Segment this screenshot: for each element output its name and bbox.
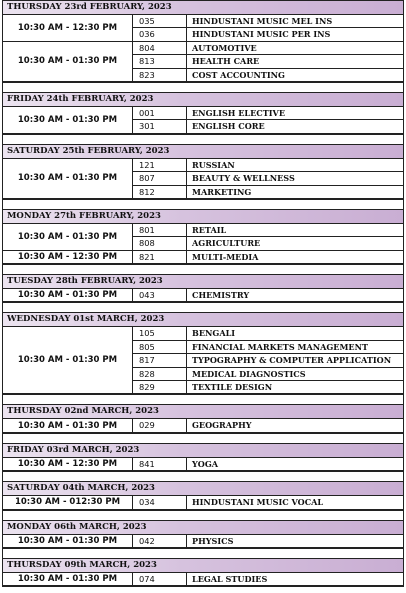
subject-row	[133, 368, 403, 381]
day-block	[2, 559, 404, 587]
subject-code: 801	[133, 224, 187, 236]
day-header: FRIDAY 03rd MARCH, 2023	[3, 444, 403, 458]
subject-row	[133, 120, 403, 132]
subject-name: HINDUSTANI MUSIC PER INS	[192, 29, 331, 40]
exam-time: 10:30 AM - 01:30 PM	[3, 327, 133, 393]
day-header: THURSDAY 23rd FEBRUARY, 2023	[3, 1, 403, 15]
subject-code: 121	[133, 159, 187, 171]
subject-code: 807	[133, 172, 187, 184]
subject-code: 074	[133, 573, 187, 585]
time-slot-group	[3, 251, 403, 264]
exam-time: 10:30 AM - 01:30 PM	[3, 535, 133, 547]
row-divider	[2, 200, 404, 210]
subject-row	[133, 496, 403, 508]
time-slot-group	[3, 159, 403, 199]
subject-name: MEDICAL DIAGNOSTICS	[192, 368, 306, 379]
time-slot-group	[3, 224, 403, 251]
exam-time: 10:30 AM - 01:30 PM	[3, 289, 133, 301]
exam-time: 10:30 AM - 01:30 PM	[3, 419, 133, 431]
day-header: FRIDAY 24th FEBRUARY, 2023	[3, 93, 403, 107]
row-divider	[2, 472, 404, 482]
subject-name: RUSSIAN	[192, 159, 235, 170]
subject-row	[133, 172, 403, 185]
day-block	[2, 145, 404, 200]
subject-code: 813	[133, 55, 187, 67]
day-header: THURSDAY 02nd MARCH, 2023	[3, 405, 403, 419]
subject-name: MARKETING	[192, 186, 252, 197]
day-block	[2, 313, 404, 395]
row-divider	[2, 511, 404, 521]
day-header: SATURDAY 25th FEBRUARY, 2023	[3, 145, 403, 159]
subject-list	[133, 251, 403, 263]
row-divider	[2, 135, 404, 145]
subject-row	[133, 159, 403, 172]
subject-row	[133, 381, 403, 393]
subject-name: LEGAL STUDIES	[192, 573, 268, 584]
time-slot-group	[3, 15, 403, 42]
day-header: TUESDAY 28th FEBRUARY, 2023	[3, 275, 403, 289]
subject-code: 029	[133, 419, 187, 431]
subject-name: FINANCIAL MARKETS MANAGEMENT	[192, 341, 369, 352]
subject-row	[133, 42, 403, 55]
subject-list	[133, 15, 403, 41]
subject-code: 036	[133, 28, 187, 40]
subject-row	[133, 419, 403, 431]
subject-code: 042	[133, 535, 187, 547]
time-slot-group	[3, 496, 403, 509]
subject-code: 828	[133, 368, 187, 380]
subject-code: 823	[133, 69, 187, 81]
subject-row	[133, 573, 403, 585]
day-header: THURSDAY 09th MARCH, 2023	[3, 559, 403, 573]
exam-schedule-table	[2, 0, 404, 593]
subject-row	[133, 28, 403, 40]
subject-list	[133, 419, 403, 431]
row-divider	[2, 434, 404, 444]
subject-row	[133, 186, 403, 198]
subject-list	[133, 159, 403, 198]
time-slot-group	[3, 107, 403, 134]
subject-name: HINDUSTANI MUSIC MEL INS	[192, 16, 333, 26]
subject-name: HINDUSTANI MUSIC VOCAL	[192, 497, 324, 508]
subject-name: YOGA	[192, 458, 219, 469]
subject-row	[133, 354, 403, 367]
day-block	[2, 93, 404, 135]
subject-name: BEAUTY & WELLNESS	[192, 173, 295, 184]
subject-name: PHYSICS	[192, 535, 234, 546]
subject-list	[133, 289, 403, 301]
subject-name: TYPOGRAPHY & COMPUTER APPLICATION	[192, 355, 392, 366]
subject-row	[133, 69, 403, 81]
exam-time: 10:30 AM - 01:30 PM	[3, 107, 133, 133]
day-header: SATURDAY 04th MARCH, 2023	[3, 482, 403, 496]
row-divider	[2, 395, 404, 405]
subject-list	[133, 224, 403, 250]
subject-code: 812	[133, 186, 187, 198]
subject-list	[133, 327, 403, 393]
time-slot-group	[3, 327, 403, 394]
subject-code: 043	[133, 289, 187, 301]
subject-name: AGRICULTURE	[192, 238, 261, 249]
subject-code: 804	[133, 42, 187, 54]
subject-code: 821	[133, 251, 187, 263]
subject-row	[133, 251, 403, 263]
row-divider	[2, 587, 404, 593]
subject-row	[133, 55, 403, 68]
row-divider	[2, 303, 404, 313]
time-slot-group	[3, 573, 403, 586]
day-block	[2, 0, 404, 83]
subject-list	[133, 496, 403, 508]
subject-code: 034	[133, 496, 187, 508]
subject-name: ENGLISH CORE	[192, 121, 265, 132]
subject-row	[133, 237, 403, 249]
subject-name: GEOGRAPHY	[192, 420, 252, 431]
exam-time: 10:30 AM - 01:30 PM	[3, 573, 133, 585]
subject-code: 035	[133, 15, 187, 27]
subject-row	[133, 289, 403, 301]
subject-row	[133, 224, 403, 237]
subject-code: 829	[133, 381, 187, 393]
subject-code: 805	[133, 341, 187, 353]
time-slot-group	[3, 42, 403, 82]
exam-time: 10:30 AM - 01:30 PM	[3, 159, 133, 198]
subject-name: COST ACCOUNTING	[192, 69, 285, 80]
row-divider	[2, 83, 404, 93]
exam-time: 10:30 AM - 012:30 PM	[3, 496, 133, 508]
exam-time: 10:30 AM - 12:30 PM	[3, 15, 133, 41]
subject-name: CHEMISTRY	[192, 290, 250, 301]
subject-name: ENGLISH ELECTIVE	[192, 107, 285, 118]
time-slot-group	[3, 419, 403, 432]
time-slot-group	[3, 458, 403, 471]
day-block	[2, 482, 404, 510]
subject-row	[133, 327, 403, 340]
subject-row	[133, 535, 403, 547]
time-slot-group	[3, 535, 403, 548]
subject-list	[133, 42, 403, 81]
day-block	[2, 521, 404, 549]
subject-code: 817	[133, 354, 187, 366]
subject-list	[133, 535, 403, 547]
exam-time: 10:30 AM - 12:30 PM	[3, 251, 133, 263]
day-header: WEDNESDAY 01st MARCH, 2023	[3, 313, 403, 327]
subject-list	[133, 573, 403, 585]
exam-time: 10:30 AM - 01:30 PM	[3, 224, 133, 250]
subject-name: TEXTILE DESIGN	[192, 382, 273, 393]
day-header: MONDAY 27th FEBRUARY, 2023	[3, 210, 403, 224]
subject-name: AUTOMOTIVE	[192, 42, 257, 53]
time-slot-group	[3, 289, 403, 302]
subject-code: 105	[133, 327, 187, 339]
subject-code: 001	[133, 107, 187, 119]
subject-code: 841	[133, 458, 187, 470]
subject-row	[133, 458, 403, 470]
subject-row	[133, 341, 403, 354]
day-header: MONDAY 06th MARCH, 2023	[3, 521, 403, 535]
subject-row	[133, 15, 403, 28]
row-divider	[2, 265, 404, 275]
row-divider	[2, 549, 404, 559]
subject-list	[133, 458, 403, 470]
subject-name: HEALTH CARE	[192, 56, 260, 67]
subject-name: RETAIL	[192, 224, 227, 235]
day-block	[2, 405, 404, 433]
exam-time: 10:30 AM - 12:30 PM	[3, 458, 133, 470]
exam-time: 10:30 AM - 01:30 PM	[3, 42, 133, 81]
subject-code: 808	[133, 237, 187, 249]
subject-list	[133, 107, 403, 133]
day-block	[2, 210, 404, 265]
subject-code: 301	[133, 120, 187, 132]
subject-row	[133, 107, 403, 120]
day-block	[2, 444, 404, 472]
subject-name: MULTI-MEDIA	[192, 251, 259, 262]
day-block	[2, 275, 404, 303]
subject-name: BENGALI	[192, 328, 236, 339]
